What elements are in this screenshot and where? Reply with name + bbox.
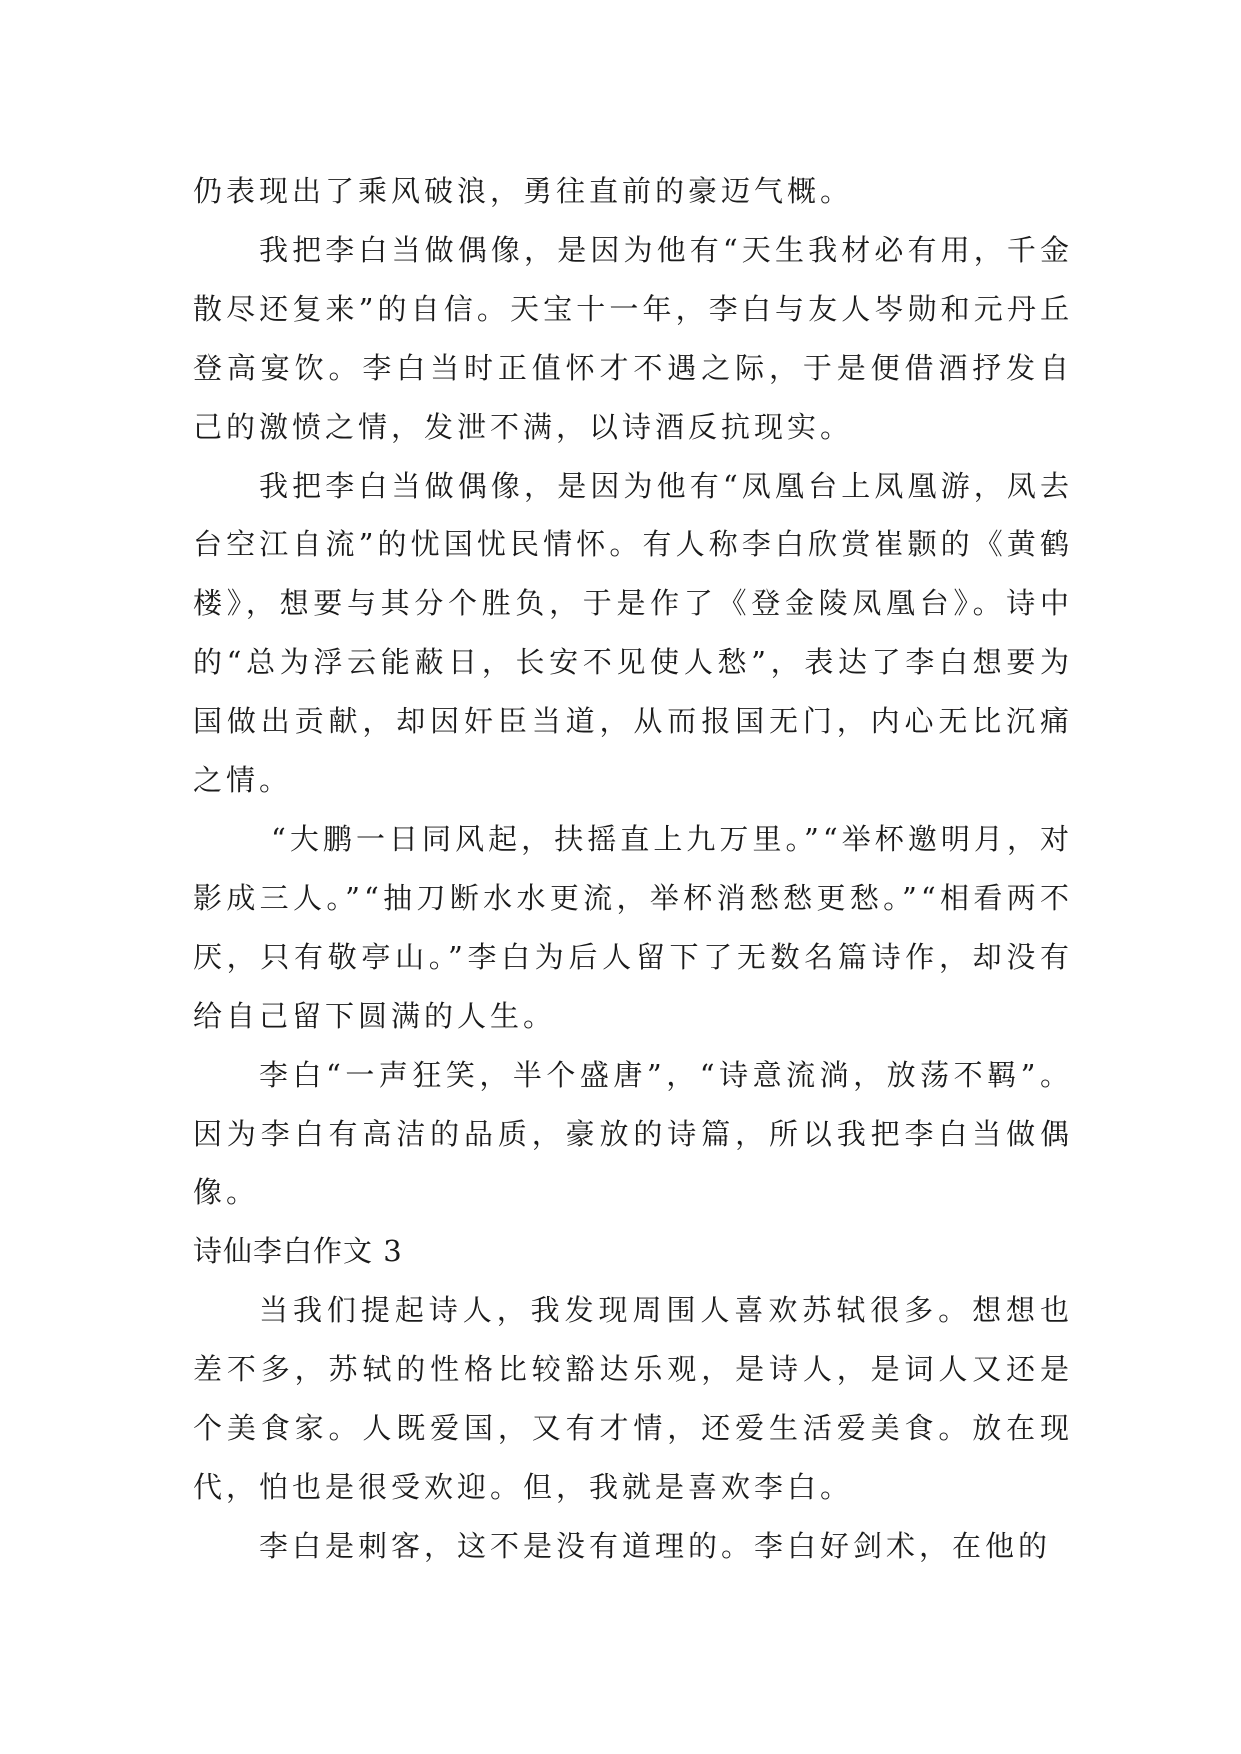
paragraph-poem-quotes: “大鹏一日同风起，扶摇直上九万里。”“举杯邀明月，对影成三人。”“抽刀断水水更流，举杯消愁愁更愁。”“相看两不厌，只有敬亭山。”李白为后人留下了无数名篇诗作，却没有给自己留下圆满的人生。 [193,821,1073,1033]
paragraph-patriotism: 我把李白当做偶像，是因为他有“凤凰台上凤凰游，凤去台空江自流”的忧国忧民情怀。有人称李白欣赏崔颢的《黄鹤楼》，想要与其分个胜负，于是作了《登金陵凤凰台》。诗中的“总为浮云能蔽日，长安不见使人愁”，表达了李白想要为国做出贡献，却因奸臣当道，从而报国无门，内心无比沉痛之情。 [193,468,1073,798]
section-heading: 诗仙李白作文 3 [193,1234,403,1269]
paragraph-continuation: 仍表现出了乘风破浪，勇往直前的豪迈气概。 [193,174,854,208]
paragraph-assassin: 李白是刺客，这不是没有道理的。李白好剑术，在他的 [259,1528,1052,1563]
document-body [193,162,1073,1576]
paragraph-su-shi: 当我们提起诗人，我发现周围人喜欢苏轼很多。想想也差不多，苏轼的性格比较豁达乐观，是诗人，是词人又还是个美食家。人既爱国，又有才情，还爱生活爱美食。放在现代，怕也是很受欢迎。但，我就是喜欢李白。 [193,1293,1073,1504]
paragraph-confidence: 我把李白当做偶像，是因为他有“天生我材必有用，千金散尽还复来”的自信。天宝十一年，李白与友人岑勋和元丹丘登高宴饮。李白当时正值怀才不遇之际，于是便借酒抒发自己的激愤之情，发泄不满，以诗酒反抗现实。 [193,232,1073,444]
paragraph-conclusion: 李白“一声狂笑，半个盛唐”，“诗意流淌，放荡不羁”。因为李白有高洁的品质，豪放的诗篇，所以我把李白当做偶像。 [193,1057,1073,1210]
